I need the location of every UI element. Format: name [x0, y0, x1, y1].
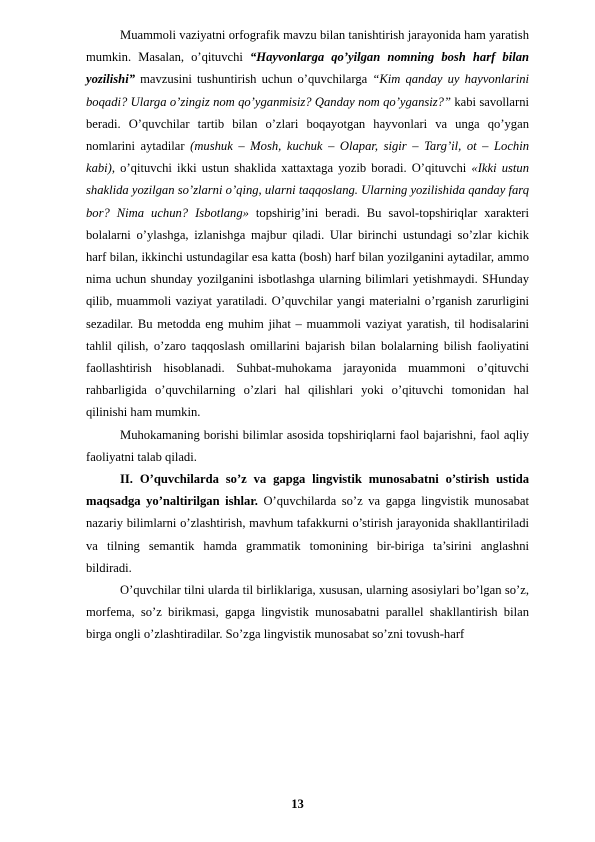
- paragraph-discussion: [86, 424, 529, 468]
- text-run: mavzusini tushuntirish uchun o’quvchilarga: [135, 72, 373, 87]
- teacher-task-italic: «Ikki ustun shaklida yozilgan so’zlarni o’qing, ularni taqqoslang. Ularning yozilishida qanday farq bor? Nima uchun? Isbotlang»: [86, 161, 529, 220]
- document-body: [86, 24, 529, 646]
- animal-names-italic: (mushuk – Mosh, kuchuk – Olapar, sigir – Targ’il, ot – Lochin kabi): [86, 139, 529, 176]
- topic-title-emphasis: “Hayvonlarga qo’yilgan nomning bosh harf bilan yozilishi”: [86, 50, 529, 87]
- text-run: O’quvchilar tilni ularda til birliklariga, xususan, ularning asosiylari bo’lgan so’z, morfema, so’z birikmasi, gapga lingvistik munosabatni parallel shakllantirish bilan birga ongli o’zlashtiradilar. So’zga lingvistik munosabat so’zni tovush-harf: [86, 583, 529, 642]
- text-run: O’quvchilarda so’z va gapga lingvistik munosabat nazariy bilimlarni o’zlashtirish, mavhum tafakkurni o’stirish jarayonida shakllantiriladi va tilning semantik hamda grammatik tomonining bir-biriga ta’sirini anglashni bildiradi.: [86, 494, 529, 575]
- teacher-questions-italic: “Kim qanday uy hayvonlarini boqadi? Ularga o’zingiz nom qo’yganmisiz? Qanday nom qo’ygansiz?”: [86, 72, 530, 109]
- text-run: topshirig’ini beradi. Bu savol-topshiriqlar xarakteri bolalarni o’ylashga, izlanishga majbur qiladi. Ular birinchi ustundagi so’zlar kichik harf bilan, ikkinchi ustundagilar esa katta (bosh) harf bilan yozilganini aytadilar, ammo nima uchun shunday yozilganini isbotlashga ularning bilimlari yetishmaydi. SHunday qilib, muammoli vaziyat yaratiladi. O’quvchilar yangi materialni o’rganish zarurligini sezadilar. Bu metodda eng muhim jihat – muammoli vaziyat yaratish, til hodisalarini tahlil qilish, o’zaro taqqoslash omillarini bajarish bilan bolalarning bilish faoliyatini faollashtirish hisoblanadi. Suhbat-muhokama jarayonida muammoni o’qituvchi rahbarligida o’quvchilarning o’zlari hal qilishlari yoki o’qituvchi tomonidan hal qilinishi ham mumkin.: [86, 205, 529, 420]
- text-run: kabi savollarni beradi. O’quvchilar tartib bilan o’zlari boqayotgan hayvonlari va unga qo’ygan nomlarini aytadilar: [86, 94, 529, 154]
- text-run: , o’qituvchi ikki ustun shaklida xattaxtaga yozib boradi. O’qituvchi: [111, 161, 472, 176]
- paragraph-problem-situation: [86, 24, 529, 424]
- text-run: Muammoli vaziyatni orfografik mavzu bilan tanishtirish jarayonida ham yaratish mumkin. Masalan, o’qituvchi: [86, 28, 529, 65]
- paragraph-language-units: [86, 579, 529, 646]
- paragraph-section-two: [86, 468, 529, 579]
- text-run: Muhokamaning borishi bilimlar asosida topshiriqlarni faol bajarishni, faol aqliy faoliyatni talab qiladi.: [86, 427, 529, 464]
- section-heading-bold: II. O’quvchilarda so’z va gapga lingvistik munosabatni o’stirish ustida maqsadga yo’naltirilgan ishlar.: [86, 472, 529, 509]
- page-number: 13: [291, 797, 304, 811]
